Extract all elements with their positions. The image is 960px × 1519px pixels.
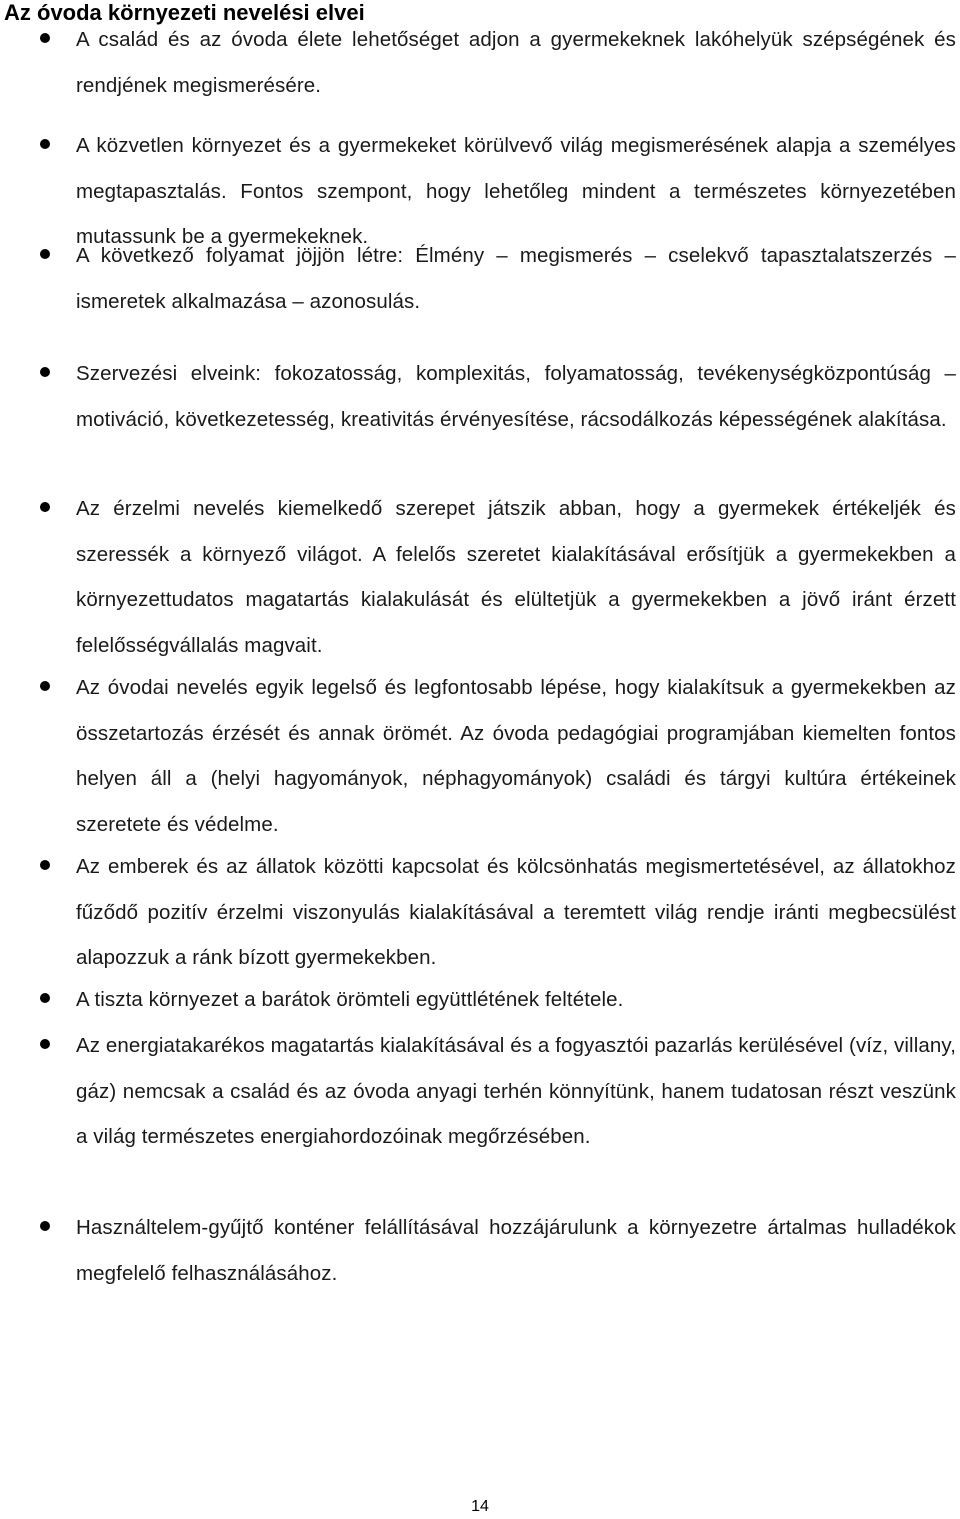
- list-item: [76, 233, 956, 324]
- bullet-icon: [40, 1221, 50, 1231]
- list-item-text: Az emberek és az állatok közötti kapcsolat és kölcsönhatás megismertetésével, az állatokhoz fűződő pozitív érzelmi viszonyulás kialakításával a teremtett világ rendje iránti megbecsülést alapozzuk a ránk bízott gyermekekben.: [76, 855, 956, 969]
- list-item-text: A tiszta környezet a barátok örömteli együttlétének feltétele.: [76, 988, 624, 1011]
- list-item: [76, 665, 956, 847]
- bullet-icon: [40, 993, 50, 1003]
- list-item-text: Az érzelmi nevelés kiemelkedő szerepet játszik abban, hogy a gyermekek értékeljék és szeressék a környező világot. A felelős szeretet kialakításával erősítjük a gyermekekben a környezettudatos magatartás kialakulását és elültetjük a gyermekekben a jövő iránt érzett felelősségvállalás magvait.: [76, 497, 956, 657]
- page-title: Az óvoda környezeti nevelési elvei: [4, 0, 365, 25]
- list-item: [76, 1205, 956, 1296]
- list-item: [76, 351, 956, 442]
- bullet-icon: [40, 33, 50, 43]
- list-item-text: Az óvodai nevelés egyik legelső és legfontosabb lépése, hogy kialakítsuk a gyermekekben az összetartozás érzését és annak örömét. Az óvoda pedagógiai programjában kiemelten fontos helyen áll a (helyi hagyományok, néphagyományok) családi és tárgyi kultúra értékeinek szeretete és védelme.: [76, 676, 956, 836]
- page-number: 14: [471, 1498, 489, 1515]
- list-item-text: Az energiatakarékos magatartás kialakításával és a fogyasztói pazarlás kerülésével (víz, villany, gáz) nemcsak a család és az óvoda anyagi terhén könnyítünk, hanem tudatosan részt veszünk a világ természetes energiahordozóinak megőrzésében.: [76, 1034, 956, 1148]
- bullet-icon: [40, 860, 50, 870]
- list-item: [76, 844, 956, 981]
- list-item: [76, 1023, 956, 1160]
- bullet-icon: [40, 139, 50, 149]
- list-item-text: A család és az óvoda élete lehetőséget adjon a gyermekeknek lakóhelyük szépségének és rendjének megismerésére.: [76, 28, 956, 97]
- bullet-icon: [40, 681, 50, 691]
- list-item-text: Használtelem-gyűjtő konténer felállításával hozzájárulunk a környezetre ártalmas hulladékok megfelelő felhasználásához.: [76, 1216, 956, 1285]
- list-item-text: Szervezési elveink: fokozatosság, komplexitás, folyamatosság, tevékenységközpontúság – motiváció, következetesség, kreativitás érvényesítése, rácsodálkozás képességének alakítása.: [76, 362, 956, 431]
- bullet-icon: [40, 367, 50, 377]
- bullet-icon: [40, 1039, 50, 1049]
- list-item: [76, 17, 956, 108]
- list-item: [76, 977, 956, 1023]
- list-item-text: A következő folyamat jöjjön létre: Élmény – megismerés – cselekvő tapasztalatszerzés – ismeretek alkalmazása – azonosulás.: [76, 244, 956, 313]
- bullet-icon: [40, 502, 50, 512]
- list-item-text: A közvetlen környezet és a gyermekeket körülvevő világ megismerésének alapja a személyes megtapasztalás. Fontos szempont, hogy lehetőleg mindent a természetes környezetében mutassunk be a gyermekeknek.: [76, 134, 956, 248]
- list-item: [76, 486, 956, 668]
- bullet-icon: [40, 249, 50, 259]
